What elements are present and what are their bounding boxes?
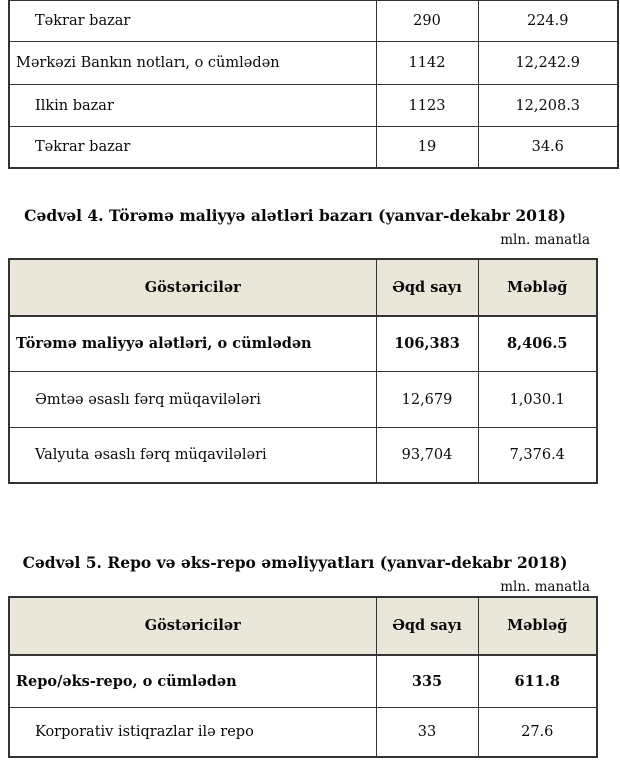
table-row [9, 655, 597, 708]
unit-label: mln. manatla [500, 578, 590, 595]
row-label-cell: Təkrar bazar [9, 127, 376, 168]
row-label-cell: Əmtəə əsaslı fərq müqavilələri [9, 372, 376, 428]
header-cell-amount: Məbləğ [478, 259, 597, 316]
continuation-table [8, 0, 619, 169]
amount-cell: 7,376.4 [478, 428, 597, 483]
deal-count-cell: 93,704 [376, 428, 478, 483]
table-row [9, 42, 618, 85]
row-label-cell: Mərkəzi Bankın notları, o cümlədən [9, 42, 376, 85]
deal-count-cell: 290 [376, 1, 478, 42]
amount-cell: 224.9 [478, 1, 618, 42]
row-label-cell: Repo/əks-repo, o cümlədən [9, 655, 376, 708]
deal-count-cell: 19 [376, 127, 478, 168]
table-row [9, 85, 618, 127]
table-row [9, 372, 597, 428]
deal-count-cell: 335 [376, 655, 478, 708]
row-label-cell: Təkrar bazar [9, 1, 376, 42]
deal-count-cell: 33 [376, 708, 478, 757]
row-label-cell: Törəmə maliyyə alətləri, o cümlədən [9, 316, 376, 372]
table-5-title: Cədvəl 5. Repo və əks-repo əməliyyatları (yanvar-dekabr 2018) [22, 552, 568, 572]
header-cell-deal-count: Əqd sayı [376, 259, 478, 316]
row-label-cell: Ilkin bazar [9, 85, 376, 127]
deal-count-cell: 1142 [376, 42, 478, 85]
amount-cell: 34.6 [478, 127, 618, 168]
header-cell-amount: Məbləğ [478, 597, 597, 655]
table-row [9, 428, 597, 483]
table-row [9, 1, 618, 42]
amount-cell: 12,208.3 [478, 85, 618, 127]
table-header-row [9, 597, 597, 655]
deal-count-cell: 106,383 [376, 316, 478, 372]
header-cell-indicator: Göstəricilər [9, 259, 376, 316]
deal-count-cell: 1123 [376, 85, 478, 127]
header-cell-indicator: Göstəricilər [9, 597, 376, 655]
table-row [9, 316, 597, 372]
table-header-row [9, 259, 597, 316]
amount-cell: 8,406.5 [478, 316, 597, 372]
amount-cell: 27.6 [478, 708, 597, 757]
row-label-cell: Korporativ istiqrazlar ilə repo [9, 708, 376, 757]
row-label-cell: Valyuta əsaslı fərq müqavilələri [9, 428, 376, 483]
table-5 [8, 596, 598, 758]
table-4 [8, 258, 598, 484]
deal-count-cell: 12,679 [376, 372, 478, 428]
table-row [9, 127, 618, 168]
header-cell-deal-count: Əqd sayı [376, 597, 478, 655]
table-4-title: Cədvəl 4. Törəmə maliyyə alətləri bazarı (yanvar-dekabr 2018) [24, 205, 566, 225]
amount-cell: 1,030.1 [478, 372, 597, 428]
amount-cell: 611.8 [478, 655, 597, 708]
amount-cell: 12,242.9 [478, 42, 618, 85]
table-row [9, 708, 597, 757]
unit-label: mln. manatla [500, 231, 590, 248]
